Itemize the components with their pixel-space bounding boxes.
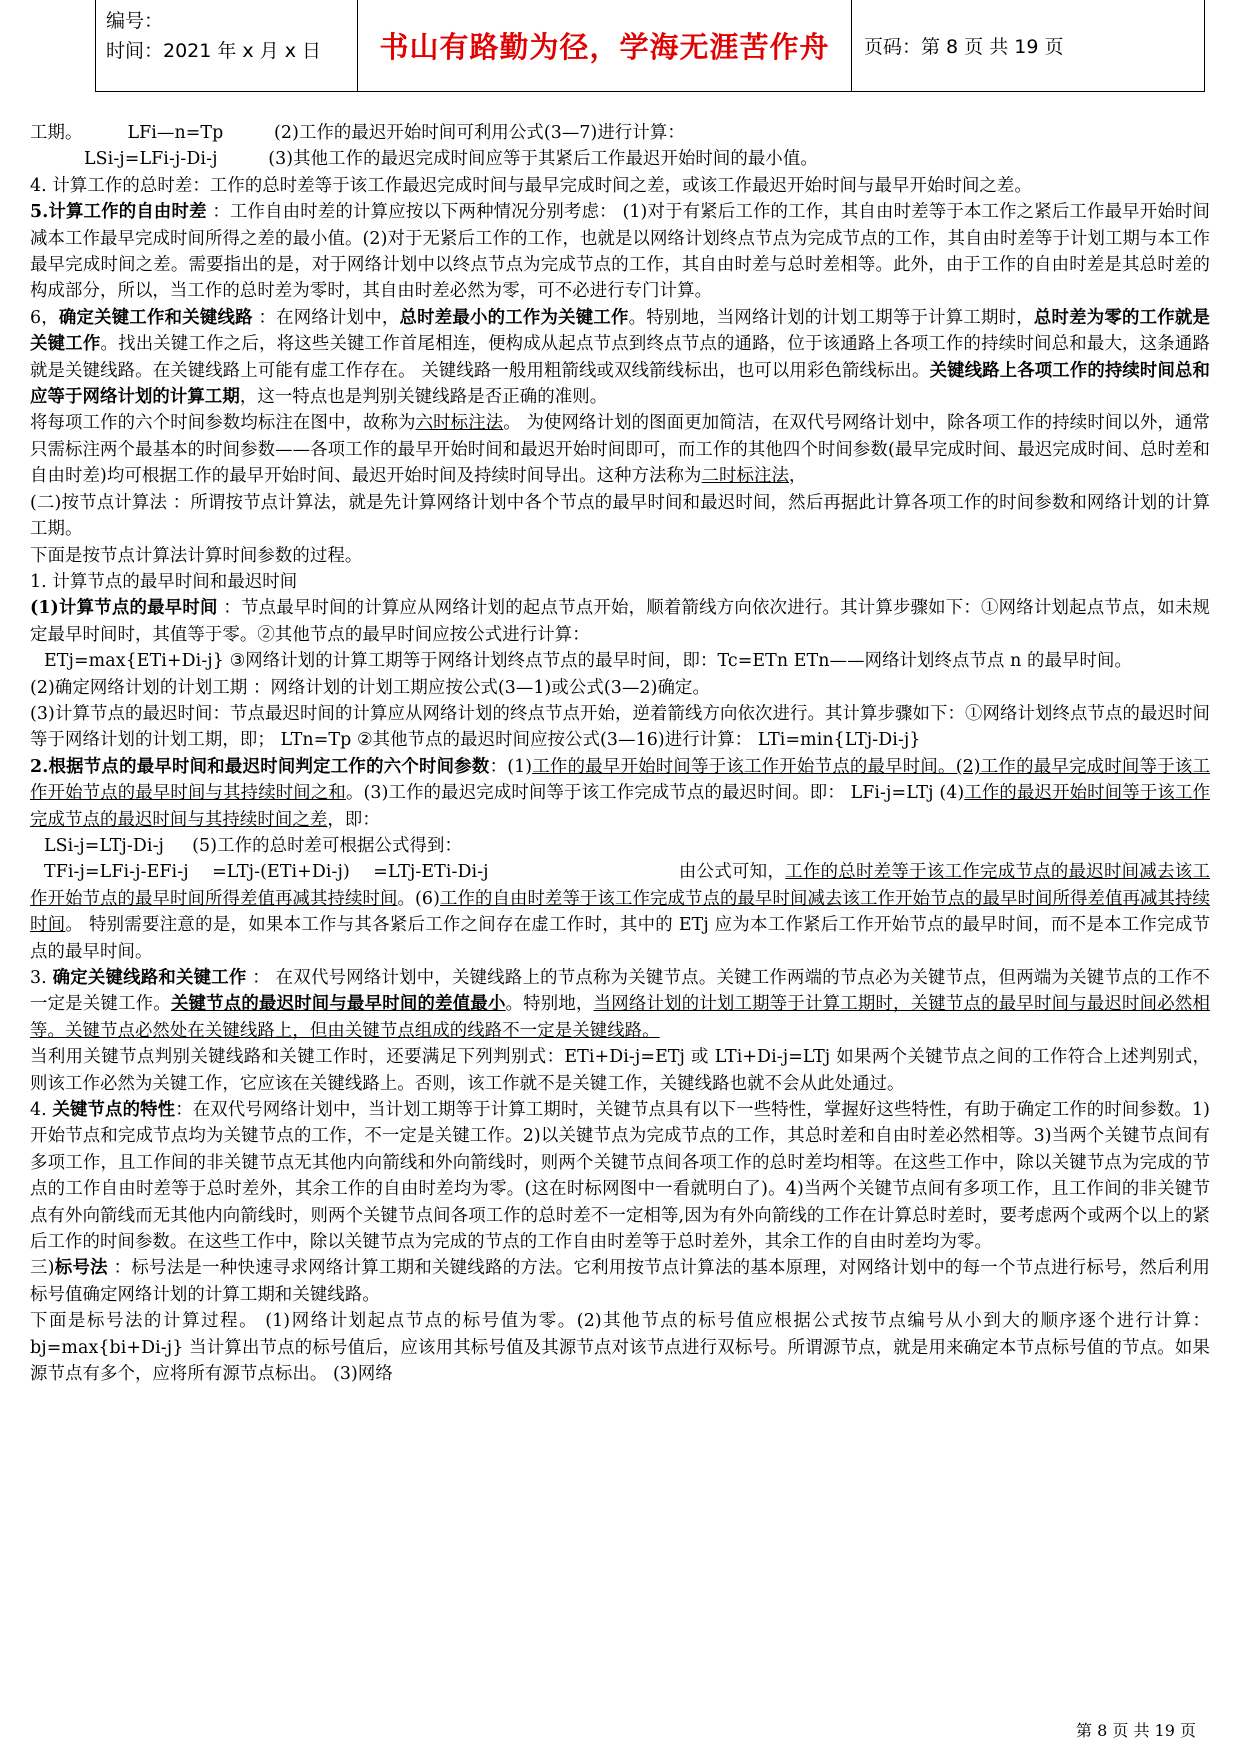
paragraph-annotation: 将每项工作的六个时间参数均标注在图中，故称为六时标注法。 为使网络计划的图面更加简洁，在双代号网络计划中，除各项工作的持续时间以外，通常只需标注两个最基本的时间参数——各项工作的最早开始时间和最迟开始时间即可，而工作的其他四个时间参数(最早完成时间、最迟完成时间、总时差和自由时差)均可根据工作的最早开始时间、最迟开始时间及持续时间导出。这种方法称为二时标注法， (30, 413, 1210, 487)
paragraph-critical-work: 6，确定关键工作和关键线路 ：在网络计划中，总时差最小的工作为关键工作。特别地，当网络计划的计划工期等于计算工期时，总时差为零的工作就是关键工作。找出关键工作之后，将这些关键工作首尾相连，便构成从起点节点到终点节点的通路，位于该通路上各项工作的持续时间总和最大，这条通路就是关键线路。在关键线路上可能有虚工作存在。 关键线路一般用粗箭线或双线箭线标出，也可以用彩色箭线标出。关键线路上各项工作的持续时间总和应等于网络计划的计算工期，这一特点也是判别关键线路是否正确的准则。 (30, 307, 1211, 408)
paragraph-six-params: 2.根据节点的最早时间和最迟时间判定工作的六个时间参数：(1)工作的最早开始时间等于该工作开始节点的最早时间。(2)工作的最早完成时间等于该工作开始节点的最早时间与其持续时间之和。(3)工作的最迟完成时间等于该工作完成节点的最迟时间。即： LFi-j=LTj (4)工作的最迟开始时间等于该工作完成节点的最迟时间与其持续时间之差，即： (30, 756, 1210, 830)
page-footer: 第 8 页 共 19 页 (1076, 1721, 1196, 1740)
page-header (95, 0, 1205, 92)
paragraph-labeling: 三)标号法 ：标号法是一种快速寻求网络计算工期和关键线路的方法。它利用按节点计算法的基本原理，对网络计划中的每一个节点进行标号，然后利用标号值确定网络计划的计算工期和关键线路。 (30, 1258, 1210, 1305)
heading-free-float: 5.计算工作的自由时差 (30, 202, 207, 223)
paragraph-criteria: 当利用关键节点判别关键线路和关键工作时，还要满足下列判别式：ETi+Di-j=ETj 或 LTi+Di-j=LTj 如果两个关键节点之间的工作符合上述判别式，则该工作必然为关键工作，它应该在关键线路上。否则，该工作就不是关键工作，关键线路也就不会从此处通过。 (30, 1047, 1210, 1094)
paragraph-earliest-formula: ETj=max{ETi+Di-j} ③网络计划的计算工期等于网络计划终点节点的最早时间，即：Tc=ETn ETn——网络计划终点节点 n 的最早时间。 (44, 651, 1133, 672)
heading-labeling: 标号法 (54, 1258, 108, 1279)
paragraph-labeling-process: 下面是标号法的计算过程。 (1)网络计划起点节点的标号值为零。(2)其他节点的标号值应根据公式按节点编号从小到大的顺序逐个进行计算： bj=max{bi+Di-j} 当计算出节点的标号值后，应该用其标号值及其源节点对该节点进行双标号。所谓源节点，就是用来确定本节点标号值的节点。如果源节点有多个，应将所有源节点标出。 (3)网络 (30, 1311, 1210, 1385)
paragraph-earliest-time: (1)计算节点的最早时间 ：节点最早时间的计算应从网络计划的起点节点开始，顺着箭线方向依次进行。其计算步骤如下：①网络计划起点节点，如未规定最早时间时，其值等于零。②其他节点的最早时间应按公式进行计算： (30, 598, 1210, 645)
paragraph-six-params-cont: TFi-j=LFi-j-EFi-j =LTj-(ETi+Di-j) =LTj-ETi-Di-j 由公式可知，工作的总时差等于该工作完成节点的最迟时间减去该工作开始节点的最早时间所得差值再减其持续时间。(6)工作的自由时差等于该工作完成节点的最早时间减去该工作开始节点的最早时间所得差值再减其持续时间。 特别需要注意的是，如果本工作与其各紧后工作之间存在虚工作时，其中的 ETj 应为本工作紧后工作开始节点的最早时间，而不是本工作完成节点的最早时间。 (30, 862, 1211, 962)
heading-critical-path: 确定关键线路和关键工作 (52, 968, 247, 988)
line-2: LSi-j=LFi-j-Di-j (3)其他工作的最迟完成时间应等于其紧后工作最迟开始时间的最小值。 (84, 149, 818, 170)
number-label: 编号： (106, 10, 164, 32)
paragraph-total-float: 4. 计算工作的总时差：工作的总时差等于该工作最迟完成时间与最早完成时间之差，或该工作最迟开始时间与最早开始时间之差。 (30, 175, 1032, 196)
date-label: 时间：2021 年 x 月 x 日 (106, 40, 322, 62)
document-body (30, 120, 1210, 1388)
paragraph-free-float: 5.计算工作的自由时差 ：工作自由时差的计算应按以下两种情况分别考虑： (1)对于有紧后工作的工作，其自由时差等于本工作之紧后工作最早开始时间减本工作最早完成时间所得之差的最小值。(2)对于无紧后工作的工作，也就是以网络计划终点节点为完成节点的工作，其自由时差等于计划工期与本工作最早完成时间之差。需要指出的是，对于网络计划中以终点节点为完成节点的工作，其自由时差与总时差相等。此外，由于工作的自由时差是其总时差的构成部分，所以，当工作的总时差为零时，其自由时差必然为零，可不必进行专门计算。 (30, 202, 1210, 302)
line-1: 工期。 LFi—n=Tp (2)工作的最迟开始时间可利用公式(3—7)进行计算： (30, 123, 685, 143)
formula-tf: TFi-j=LFi-j-EFi-j =LTj-(ETi+Di-j) =LTj-ETi-Di-j (44, 862, 489, 883)
formula-ls: LSi-j=LTj-Di-j (5)工作的总时差可根据公式得到： (44, 835, 462, 856)
header-meta (96, 0, 358, 91)
paragraph-node-method: (二)按节点计算法 ：所谓按节点计算法，就是先计算网络计划中各个节点的最早时间和最迟时间，然后再据此计算各项工作的时间参数和网络计划的计算工期。 (30, 492, 1210, 540)
paragraph-latest-time: (3)计算节点的最迟时间：节点最迟时间的计算应从网络计划的终点节点开始，逆着箭线方向依次进行。其计算步骤如下：①网络计划终点节点的最迟时间等于网络计划的计划工期，即； LTn=Tp ②其他节点的最迟时间应按公式(3—16)进行计算： LTi=min{LTj-Di-j} (30, 703, 1210, 751)
header-motto: 书山有路勤为径，学海无涯苦作舟 (358, 0, 852, 91)
paragraph-process: 下面是按节点计算法计算时间参数的过程。 (30, 545, 363, 566)
heading-node-properties: 关键节点的特性 (52, 1100, 176, 1121)
paragraph-critical-path: 3. 确定关键线路和关键工作 ： 在双代号网络计划中，关键线路上的节点称为关键节点。关键工作两端的节点必为关键节点，但两端为关键节点的工作不一定是关键工作。关键节点的最迟时间与最早时间的差值最小。特别地，当网络计划的计划工期等于计算工期时，关键节点的最早时间与最迟时间必然相等。关键节点必然处在关键线路上，但由关键节点组成的线路不一定是关键线路。 (30, 968, 1210, 1041)
heading-critical: 确定关键工作和关键线路 (58, 307, 253, 328)
paragraph-plan-period: (2)确定网络计划的计划工期 ：网络计划的计划工期应按公式(3—1)或公式(3—2)确定。 (30, 677, 710, 698)
header-page-info: 页码：第 8 页 共 19 页 (864, 36, 1064, 58)
heading-earliest-time: (1)计算节点的最早时间 (30, 598, 218, 619)
paragraph-step-1: 1. 计算节点的最早时间和最迟时间 (30, 571, 298, 592)
paragraph-node-properties: 4. 关键节点的特性：在双代号网络计划中，当计划工期等于计算工期时，关键节点具有以下一些特性，掌握好这些特性，有助于确定工作的时间参数。1)开始节点和完成节点均为关键节点的工作，不一定是关键工作。2)以关键节点为完成节点的工作，其总时差和自由时差必然相等。3)当两个关键节点间有多项工作，且工作间的非关键节点无其他内向箭线和外向箭线时，则两个关键节点间各项工作的总时差均相等。在这些工作中，除以关键节点为完成的节点的工作自由时差等于总时差外，其余工作的自由时差均为零。(这在时标网图中一看就明白了)。4)当两个关键节点间有多项工作，且工作间的非关键节点有外向箭线而无其他内向箭线时，则两个关键节点间各项工作的总时差不一定相等,因为有外向箭线的工作在计算总时差时，要考虑两个或两个以上的紧后工作的时间参数。在这些工作中，除以关键节点为完成的节点的工作自由时差等于总时差外，其余工作的自由时差均为零。 (30, 1100, 1211, 1253)
heading-six-params: 2.根据节点的最早时间和最迟时间判定工作的六个时间参数 (30, 756, 490, 777)
